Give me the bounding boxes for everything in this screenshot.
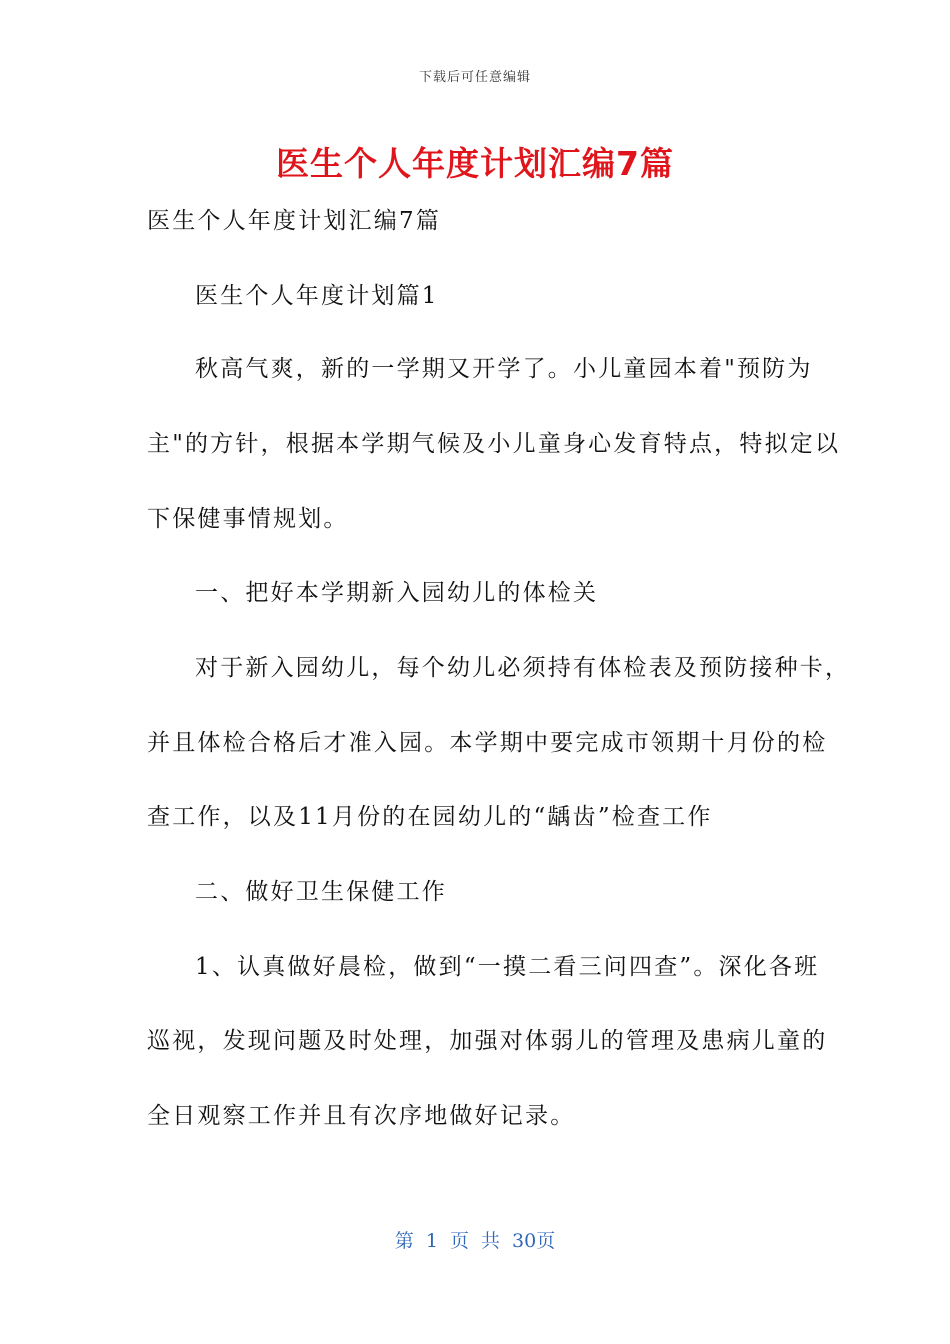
paragraph-line: 1、认真做好晨检，做到“一摸二看三问四查”。深化各班 bbox=[195, 954, 820, 980]
subheading-line: 一、把好本学期新入园幼儿的体检关 bbox=[195, 580, 599, 606]
section-heading: 医生个人年度计划篇1 bbox=[195, 283, 439, 309]
page-number-footer: 第 1 页 共 30页 bbox=[394, 1230, 556, 1252]
paragraph-line: 并且体检合格后才准入园。本学期中要完成市领期十月份的检 bbox=[147, 730, 828, 756]
paragraph-line: 对于新入园幼儿，每个幼儿必须持有体检表及预防接种卡， bbox=[195, 655, 851, 681]
subheading-line: 二、做好卫生保健工作 bbox=[195, 879, 447, 905]
paragraph-line: 下保健事情规划。 bbox=[147, 506, 349, 532]
paragraph-line: 全日观察工作并且有次序地做好记录。 bbox=[147, 1103, 576, 1129]
paragraph-line: 主"的方针，根据本学期气候及小儿童身心发育特点，特拟定以 bbox=[147, 431, 841, 457]
paragraph-line: 巡视，发现问题及时处理，加强对体弱儿的管理及患病儿童的 bbox=[147, 1028, 828, 1054]
header-note: 下载后可任意编辑 bbox=[418, 70, 531, 85]
paragraph-line: 查工作，以及11月份的在园幼儿的“龋齿”检查工作 bbox=[147, 804, 713, 830]
document-title: 医生个人年度计划汇编7篇 bbox=[276, 144, 674, 183]
subtitle-line: 医生个人年度计划汇编7篇 bbox=[147, 208, 442, 234]
paragraph-line: 秋高气爽，新的一学期又开学了。小儿童园本着"预防为 bbox=[195, 356, 813, 382]
